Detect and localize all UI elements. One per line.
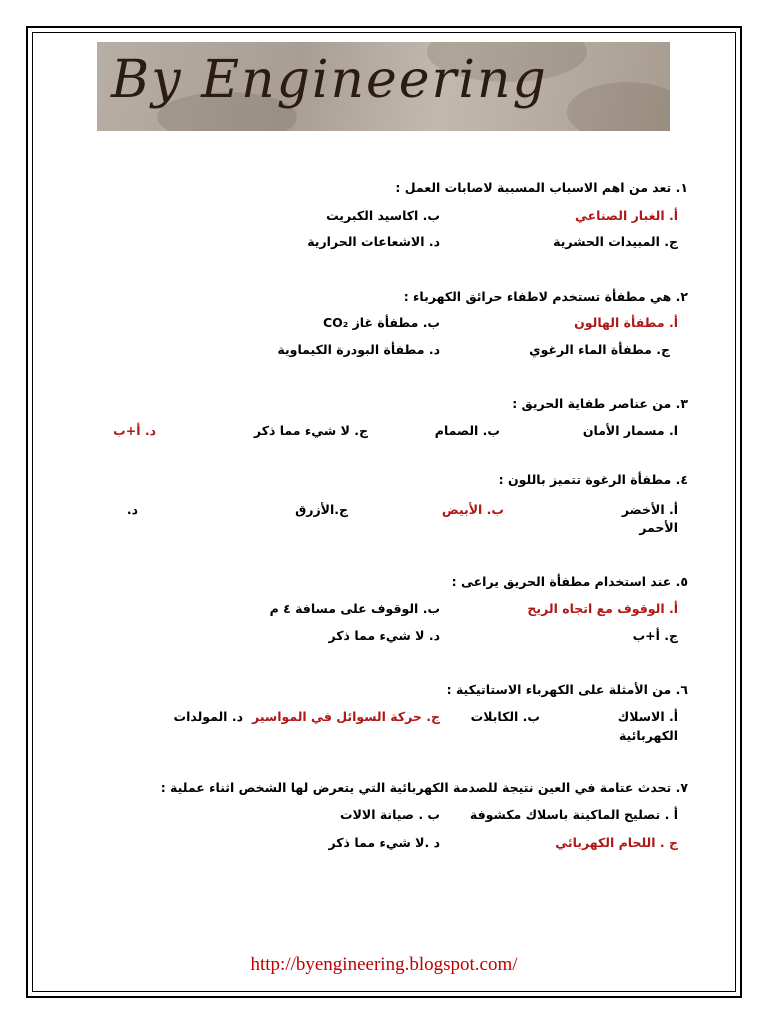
q2-option-d: د. مطفأة البودرة الكيماوية xyxy=(277,342,440,357)
banner-logo-text: By Engineering xyxy=(111,50,548,110)
q2-option-c: ج. مطفأة الماء الرغوي xyxy=(529,342,670,357)
question-7: ٧. تحدث عتامة في العين نتيجة للصدمة الكهربائية التي يتعرض لها الشخص اثناء عملية : xyxy=(160,780,688,795)
q3-option-b: ب. الصمام xyxy=(434,423,500,438)
question-2: ٢. هي مطفأة تستخدم لاطفاء حرائق الكهرباء : xyxy=(403,289,688,304)
q5-option-c: ج. أ+ب xyxy=(632,628,678,643)
q4-option-d-cont: الأحمر xyxy=(639,520,678,535)
q6-option-d: د. المولدات xyxy=(173,709,243,724)
q1-option-c: ج. المبيدات الحشرية xyxy=(553,234,678,249)
q1-option-d: د. الاشعاعات الحرارية xyxy=(307,234,440,249)
q4-option-a: أ. الأخضر xyxy=(621,502,678,517)
question-3: ٣. من عناصر طفاية الحريق : xyxy=(512,396,688,411)
q3-option-c: ج. لا شيء مما ذكر xyxy=(253,423,368,438)
q7-option-c: ج . اللحام الكهربائي xyxy=(555,835,678,850)
q3-option-d: د. أ+ب xyxy=(113,423,156,438)
q2-option-a: أ. مطفأة الهالون xyxy=(574,315,678,330)
q5-option-d: د. لا شيء مما ذكر xyxy=(328,628,440,643)
q6-option-b: ب. الكابلات xyxy=(470,709,540,724)
q2-option-b: ب. مطفأة غاز CO₂ xyxy=(322,315,440,330)
q6-option-d-cont: الكهربائية xyxy=(618,728,678,743)
q7-option-b: ب . صيانة الالات xyxy=(340,807,440,822)
blog-link[interactable]: http://byengineering.blogspot.com/ xyxy=(250,954,518,975)
header-banner xyxy=(97,42,670,131)
question-6: ٦. من الأمثلة على الكهرباء الاستاتيكية : xyxy=(446,682,688,697)
q7-option-a: أ . تصليح الماكينة باسلاك مكشوفة xyxy=(469,807,678,822)
q1-option-a: أ. الغبار الصناعي xyxy=(574,208,678,223)
q4-option-b: ب. الأبيض xyxy=(441,502,504,517)
q5-option-a: أ. الوقوف مع اتجاه الريح xyxy=(527,601,678,616)
q6-option-c: ج. حركة السوائل في المواسير xyxy=(252,709,440,724)
question-5: ٥. عند استخدام مطفأة الحريق يراعى : xyxy=(451,574,688,589)
q6-option-a: أ. الاسلاك xyxy=(617,709,678,724)
q3-option-a: ا. مسمار الأمان xyxy=(582,423,678,438)
q4-option-d: د. xyxy=(126,502,138,517)
q1-option-b: ب. اكاسيد الكبريت xyxy=(326,208,440,223)
q5-option-b: ب. الوقوف على مسافة ٤ م xyxy=(269,601,440,616)
q7-option-d: د .لا شيء مما ذكر xyxy=(328,835,440,850)
question-1: ١. تعد من اهم الاسباب المسببة لاصابات العمل : xyxy=(395,180,688,195)
question-4: ٤. مطفأة الرغوة تتميز باللون : xyxy=(498,472,688,487)
q4-option-c: ج.الأزرق xyxy=(295,502,348,517)
